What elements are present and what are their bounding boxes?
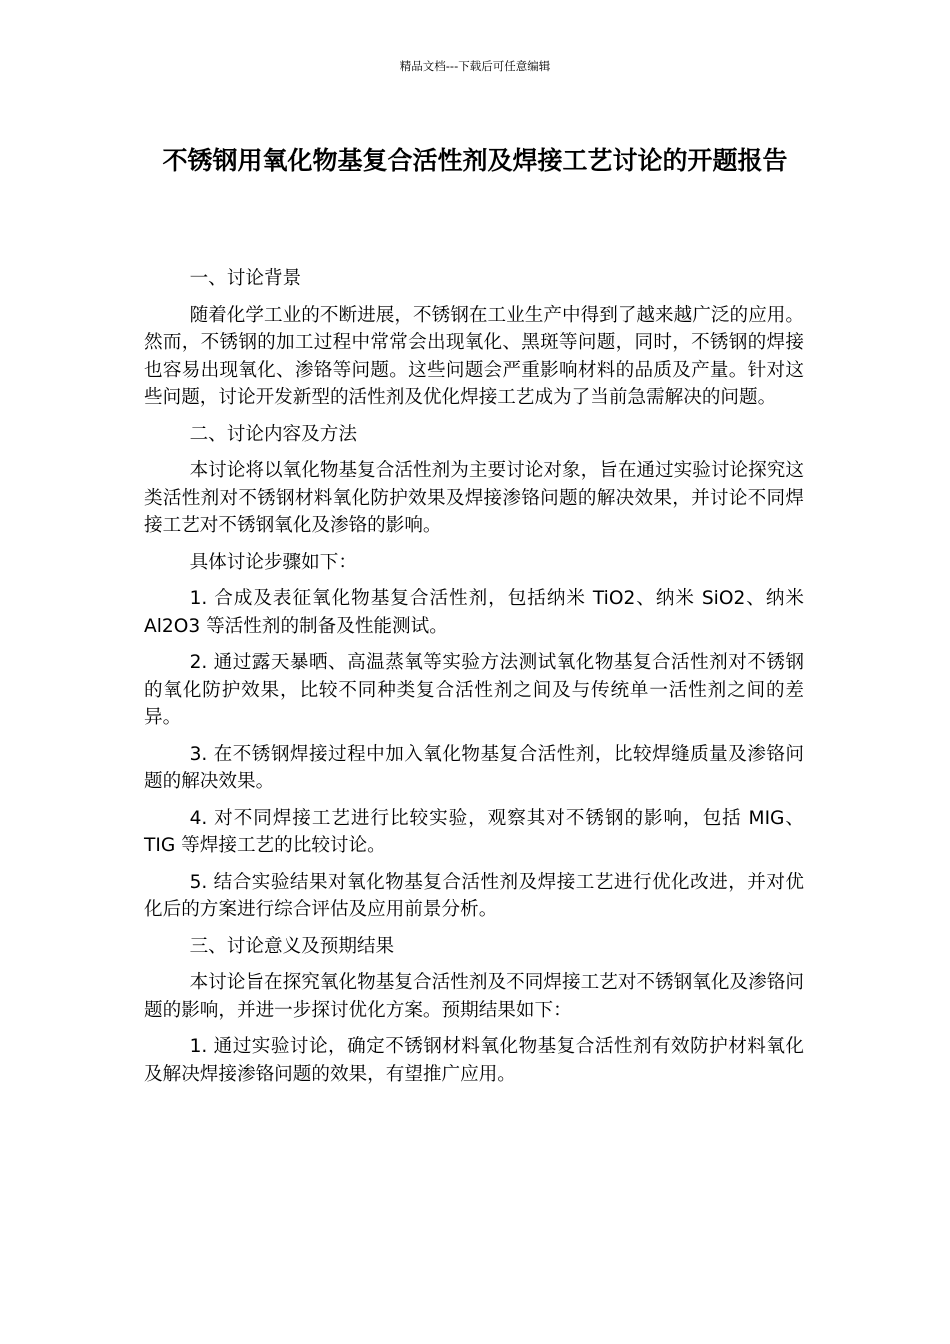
result-item-1: 1. 通过实验讨论，确定不锈钢材料氧化物基复合活性剂有效防护材料氧化及解决焊接渗铬问题的效果，有望推广应用。 xyxy=(144,1036,804,1085)
section-heading-content: 二、讨论内容及方法 xyxy=(189,423,357,445)
document-body xyxy=(144,265,804,1097)
section-heading-background: 一、讨论背景 xyxy=(189,268,302,289)
step-item-3: 3. 在不锈钢焊接过程中加入氧化物基复合活性剂，比较焊缝质量及渗铬问题的解决效果。 xyxy=(144,743,804,792)
step-item-1: 1. 合成及表征氧化物基复合活性剂，包括纳米 TiO2、纳米 SiO2、纳米 Al2O3 等活性剂的制备及性能测试。 xyxy=(144,588,804,637)
steps-intro: 具体讨论步骤如下： xyxy=(189,551,357,573)
paragraph-significance: 本讨论旨在探究氧化物基复合活性剂及不同焊接工艺对不锈钢氧化及渗铬问题的影响，并进一步探讨优化方案。预期结果如下： xyxy=(144,972,804,1021)
step-item-2: 2. 通过露天暴晒、高温蒸氧等实验方法测试氧化物基复合活性剂对不锈钢的氧化防护效果，比较不同种类复合活性剂之间及与传统单一活性剂之间的差异。 xyxy=(144,652,804,728)
paragraph-content: 本讨论将以氧化物基复合活性剂为主要讨论对象，旨在通过实验讨论探究这类活性剂对不锈钢材料氧化防护效果及焊接渗铬问题的解决效果，并讨论不同焊接工艺对不锈钢氧化及渗铬的影响。 xyxy=(144,460,804,536)
step-item-5: 5. 结合实验结果对氧化物基复合活性剂及焊接工艺进行优化改进，并对优化后的方案进行综合评估及应用前景分析。 xyxy=(144,871,804,920)
step-item-4: 4. 对不同焊接工艺进行比较实验，观察其对不锈钢的影响，包括 MIG、TIG 等焊接工艺的比较讨论。 xyxy=(144,807,804,856)
page-header-note: 精品文档---下载后可任意编辑 xyxy=(399,59,551,73)
document-title: 不锈钢用氧化物基复合活性剂及焊接工艺讨论的开题报告 xyxy=(162,146,788,175)
section-heading-significance: 三、讨论意义及预期结果 xyxy=(189,935,395,957)
paragraph-background: 随着化学工业的不断进展，不锈钢在工业生产中得到了越来越广泛的应用。然而，不锈钢的加工过程中常常会出现氧化、黑斑等问题，同时，不锈钢的焊接也容易出现氧化、渗铬等问题。这些问题会严重影响材料的品质及产量。针对这些问题，讨论开发新型的活性剂及优化焊接工艺成为了当前急需解决的问题。 xyxy=(144,304,804,408)
